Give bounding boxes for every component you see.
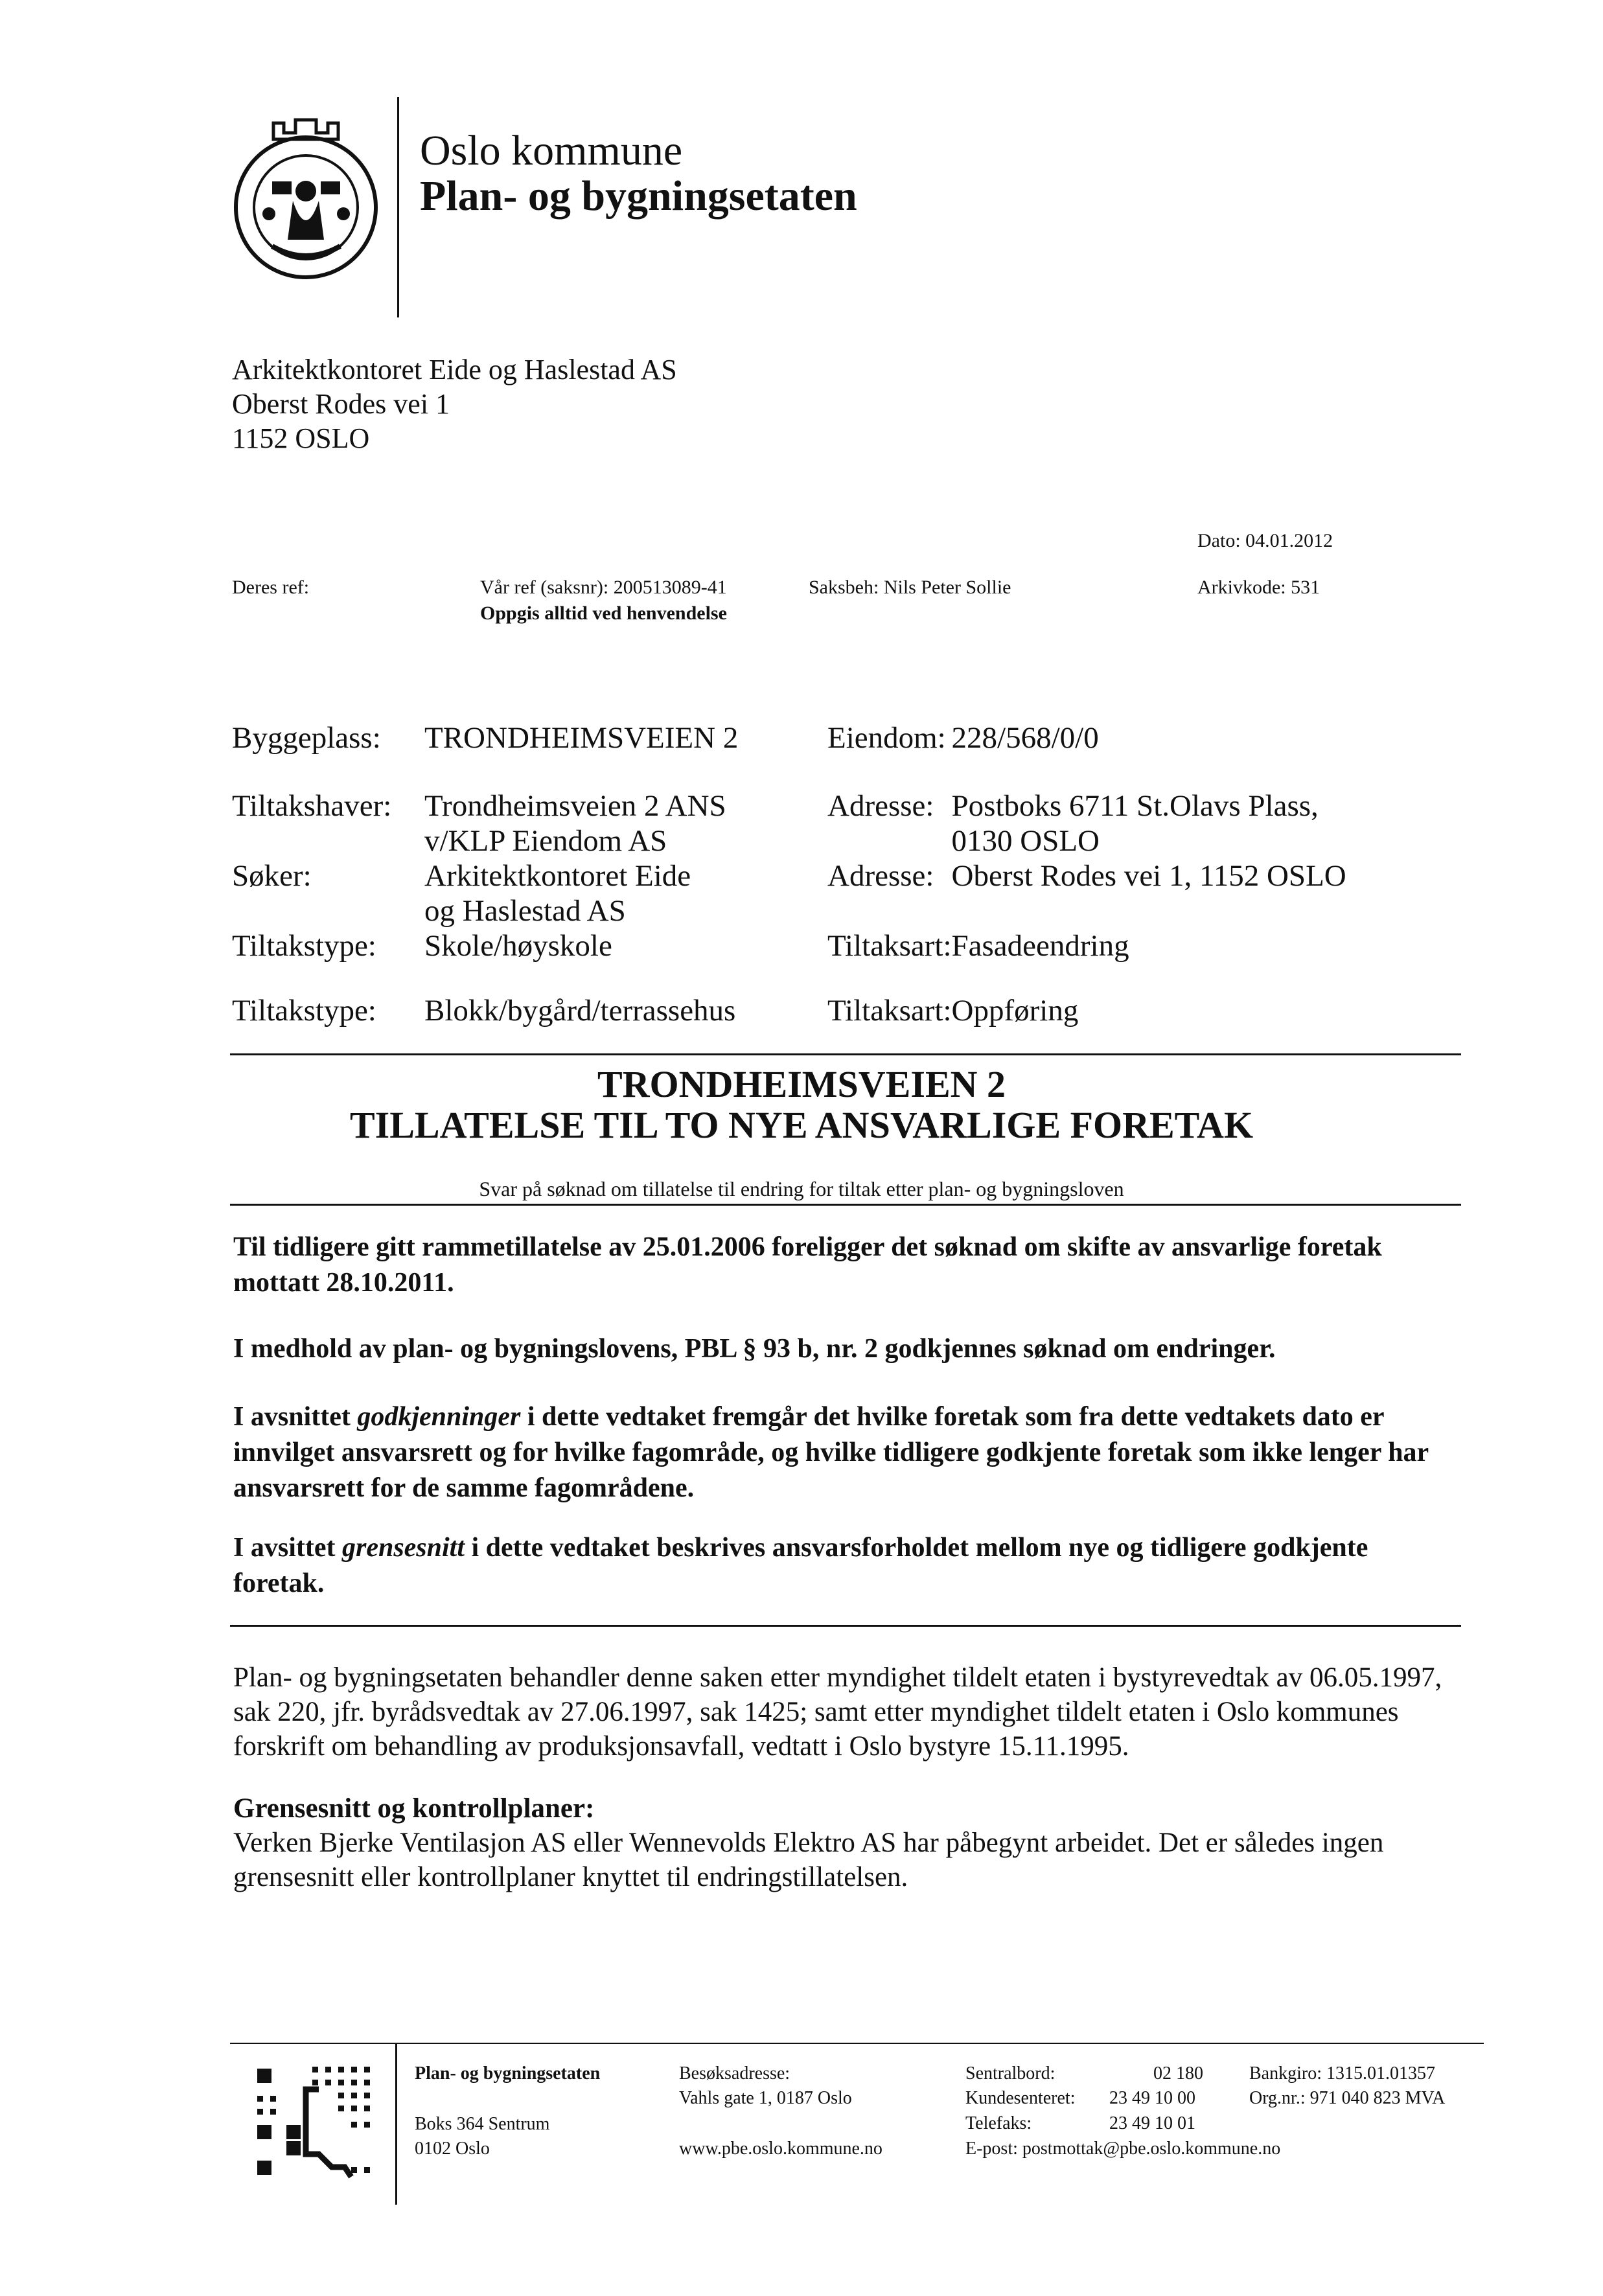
footer-visit-label: Besøksadresse: [679, 2063, 790, 2084]
case-label: Tiltaksart: [827, 929, 952, 963]
case-info-row [232, 858, 1405, 928]
footer-visit-address: Vahls gate 1, 0187 Oslo [679, 2088, 852, 2108]
case-value: TRONDHEIMSVEIEN 2 [424, 721, 739, 755]
footer-bankgiro: Bankgiro: 1315.01.01357 [1249, 2063, 1435, 2084]
case-info-row [232, 788, 1405, 858]
case-value: Oberst Rodes vei 1, 1152 OSLO [951, 859, 1346, 893]
divider-line [230, 1625, 1461, 1627]
case-value: Postboks 6711 St.Olavs Plass, 0130 OSLO [951, 789, 1319, 858]
section-heading: Grensesnitt og kontrollplaner: [233, 1793, 595, 1824]
case-label: Adresse: [827, 859, 934, 893]
case-label: Tiltakshaver: [232, 789, 392, 823]
document-title: TRONDHEIMSVEIEN 2 [597, 1063, 1006, 1105]
recipient-name: Arkitektkontoret Eide og Haslestad AS [232, 354, 677, 385]
case-label: Tiltakstype: [232, 994, 376, 1027]
decision-emphasis: godkjenninger [357, 1402, 521, 1432]
recipient-street: Oberst Rodes vei 1 [232, 388, 450, 420]
deres-ref: Deres ref: [232, 577, 310, 598]
footer-postal: 0102 Oslo [415, 2139, 490, 2159]
footer-orgnr: Org.nr.: 971 040 823 MVA [1249, 2088, 1446, 2108]
case-value: Trondheimsveien 2 ANS v/KLP Eiendom AS [424, 789, 726, 858]
footer-web-link[interactable]: www.pbe.oslo.kommune.no [679, 2139, 882, 2159]
var-ref: Vår ref (saksnr): 200513089-41 [480, 577, 727, 598]
footer-customer: 23 49 10 00 [1109, 2088, 1195, 2108]
case-label: Tiltakstype: [232, 929, 376, 963]
date: Dato: 04.01.2012 [1197, 530, 1333, 551]
case-label: Byggeplass: [232, 721, 381, 755]
recipient-postal: 1152 OSLO [232, 422, 370, 454]
footer-fax-label: Telefaks: [965, 2113, 1032, 2133]
decision-text: i dette vedtaket beskrives ansvarsforholdet mellom nye og tidligere godkjente foretak. [233, 1533, 1368, 1598]
oslo-seal-logo [233, 110, 379, 304]
divider-line [230, 1204, 1461, 1206]
oppgis-note: Oppgis alltid ved henvendelse [480, 603, 727, 624]
case-info-row [232, 720, 1405, 788]
document-subtitle: Svar på søknad om tillatelse til endring for tiltak etter plan- og bygningsloven [479, 1177, 1124, 1200]
decision-paragraph: I medhold av plan- og bygningslovens, PBL § 93 b, nr. 2 godkjennes søknad om endringer. [233, 1334, 1276, 1364]
header-divider [397, 97, 399, 317]
agency-name: Plan- og bygningsetaten [420, 172, 857, 220]
decision-text: i dette vedtaket fremgår det hvilke foretak som fra dette vedtakets dato er innvilget ansvarsrett og for hvilke fagområde, og hvilke tidligere godkjente foretak som ikke lenger har ansvarsrett for de samme fagområdene. [233, 1402, 1429, 1503]
footer-divider [230, 2043, 1484, 2044]
authority-paragraph: Plan- og bygningsetaten behandler denne saken etter myndighet tildelt etaten i bystyrevedtak av 06.05.1997, sak 220, jfr. byrådsvedtak av 27.06.1997, sak 1425; samt etter myndighet tildelt etaten i Oslo kommunes forskrift om behandling av produksjonsavfall, vedtatt i Oslo bystyre 15.11.1995. [233, 1662, 1442, 1762]
case-info-row [232, 993, 1405, 1028]
case-value: Blokk/bygård/terrassehus [424, 994, 736, 1027]
case-label: Tiltaksart: [827, 994, 952, 1027]
footer-box: Boks 364 Sentrum [415, 2114, 550, 2134]
document-subject: TILLATELSE TIL TO NYE ANSVARLIGE FORETAK [349, 1104, 1254, 1146]
case-value: Oppføring [951, 994, 1079, 1027]
pbe-logo [254, 2063, 377, 2193]
org-name: Oslo kommune [420, 127, 683, 174]
decision-paragraph [233, 1530, 1464, 1601]
footer-vertical-divider [395, 2043, 397, 2205]
decision-paragraph [233, 1399, 1464, 1506]
footer-agency: Plan- og bygningsetaten [415, 2063, 601, 2084]
decision-paragraph: Til tidligere gitt rammetillatelse av 25.01.2006 foreligger det søknad om skifte av ansvarlige foretak mottatt 28.10.2011. [233, 1232, 1382, 1298]
decision-text: I avsnittet [233, 1402, 358, 1432]
footer-customer-label: Kundesenteret: [965, 2088, 1076, 2108]
case-info-row [232, 928, 1405, 993]
case-label: Eiendom: [827, 721, 946, 755]
case-value: Fasadeendring [951, 929, 1129, 963]
footer-email[interactable]: E-post: postmottak@pbe.oslo.kommune.no [965, 2139, 1281, 2159]
case-info-table [232, 720, 1405, 1028]
footer-switchboard-label: Sentralbord: [965, 2063, 1055, 2084]
decision-emphasis: grensesnitt [341, 1533, 465, 1563]
footer-switchboard: 02 180 [1153, 2063, 1203, 2084]
case-value: Arkitektkontoret Eide og Haslestad AS [424, 859, 691, 928]
case-value: Skole/høyskole [424, 929, 612, 963]
case-label: Søker: [232, 859, 312, 893]
case-label: Adresse: [827, 789, 934, 823]
footer-fax: 23 49 10 01 [1109, 2113, 1195, 2133]
case-value: 228/568/0/0 [951, 721, 1099, 755]
saksbehandler: Saksbeh: Nils Peter Sollie [809, 577, 1011, 598]
arkivkode: Arkivkode: 531 [1197, 577, 1320, 598]
decision-text: I avsittet [233, 1533, 342, 1563]
divider-line [230, 1053, 1461, 1055]
section-paragraph: Verken Bjerke Ventilasjon AS eller Wennevolds Elektro AS har påbegynt arbeidet. Det er således ingen grensesnitt eller kontrollplaner knyttet til endringstillatelsen. [233, 1828, 1384, 1892]
